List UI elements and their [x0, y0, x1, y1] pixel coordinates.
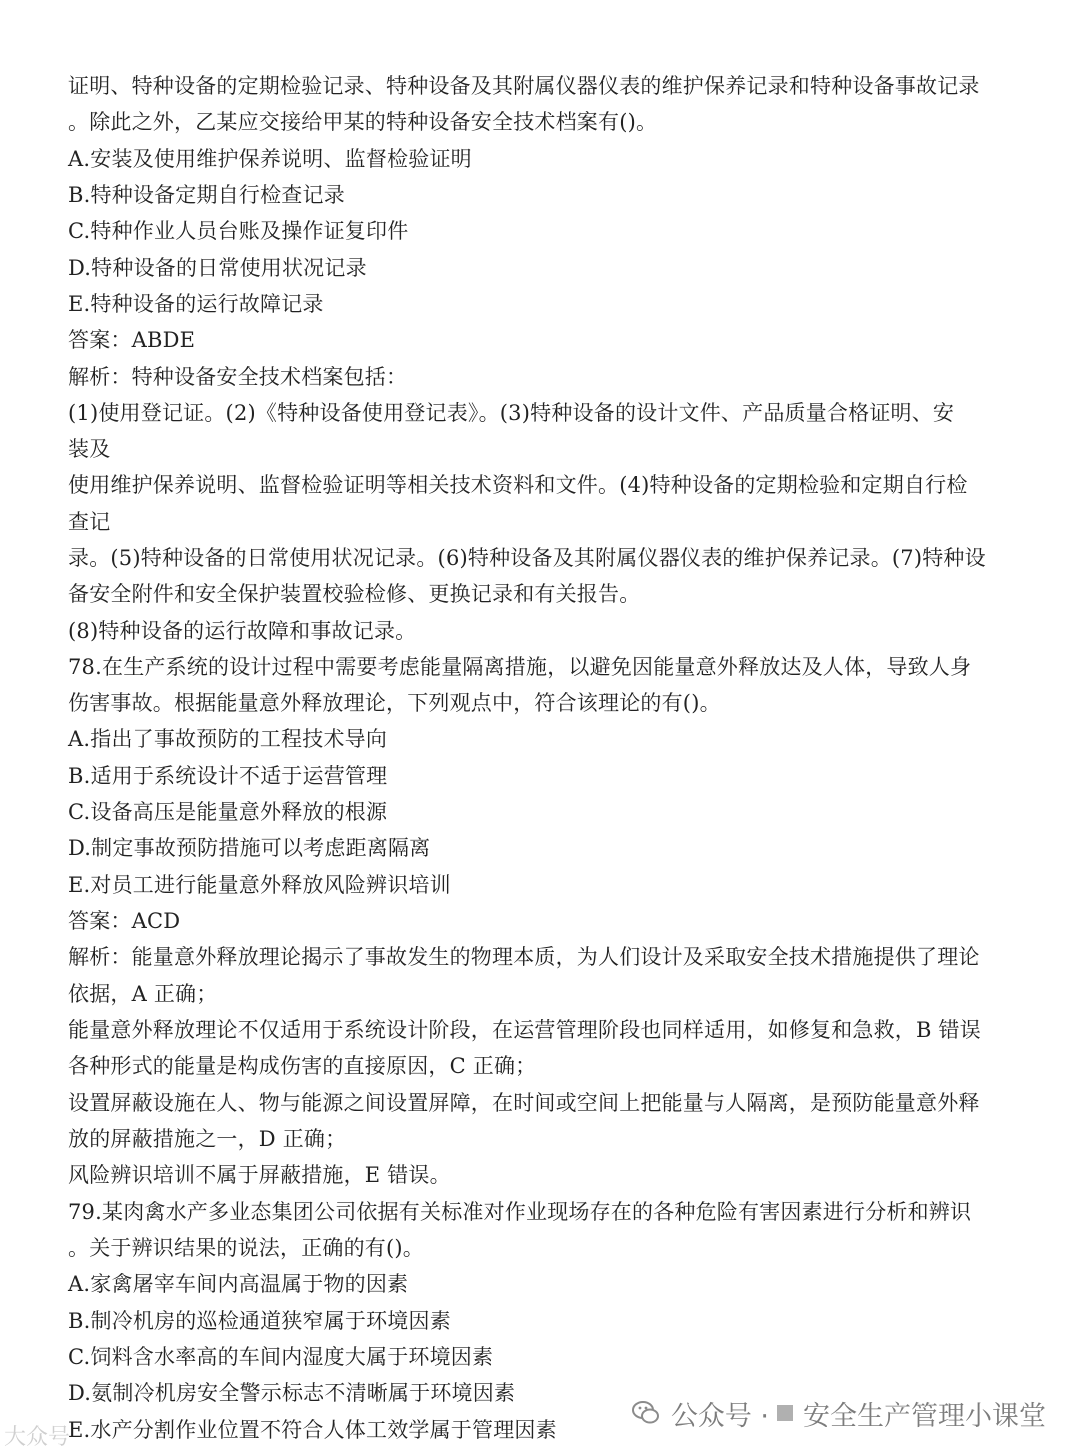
text-line: (8)特种设备的运行故障和事故记录。	[68, 619, 417, 643]
question-line: 。关于辨识结果的说法，正确的有()。	[68, 1236, 424, 1260]
option-line: A.指出了事故预防的工程技术导向	[68, 727, 388, 751]
text-line: 。除此之外，乙某应交接给甲某的特种设备安全技术档案有()。	[68, 110, 658, 134]
text-line: 放的屏蔽措施之一，D 正确；	[68, 1127, 347, 1151]
option-line: C.饲料含水率高的车间内湿度大属于环境因素	[68, 1345, 494, 1369]
question-line: 78.在生产系统的设计过程中需要考虑能量隔离措施，以避免因能量意外释放达及人体，导致人身	[68, 655, 972, 679]
avatar	[777, 1405, 793, 1421]
option-line: B.适用于系统设计不适于运营管理	[68, 764, 388, 788]
text-line: D.特种设备的日常使用状况记录	[68, 256, 367, 280]
answer-line: 答案：ABDE	[68, 328, 196, 352]
text-line: 依据，A 正确；	[68, 982, 218, 1006]
watermark-account-name: 安全生产管理小课堂	[803, 1400, 1046, 1432]
text-line: 各种形式的能量是构成伤害的直接原因，C 正确；	[68, 1054, 537, 1078]
text-line: (1)使用登记证。(2)《特种设备使用登记表》。(3)特种设备的设计文件、产品质量合格证明、安	[68, 401, 955, 425]
wechat-icon	[631, 1398, 661, 1428]
text-line: B.特种设备定期自行检查记录	[68, 183, 345, 207]
question-line: 伤害事故。根据能量意外释放理论，下列观点中，符合该理论的有()。	[68, 691, 721, 715]
option-line: D.氨制冷机房安全警示标志不清晰属于环境因素	[68, 1381, 516, 1405]
text-line: 录。(5)特种设备的日常使用状况记录。(6)特种设备及其附属仪器仪表的维护保养记录。(7)特种设	[68, 546, 986, 570]
text-line: 设置屏蔽设施在人、物与能源之间设置屏障，在时间或空间上把能量与人隔离，是预防能量意外释	[68, 1091, 980, 1115]
text-line: 查记	[68, 510, 111, 534]
option-line: E.对员工进行能量意外释放风险辨识培训	[68, 873, 451, 897]
option-line: B.制冷机房的巡检通道狭窄属于环境因素	[68, 1309, 451, 1333]
watermark-prefix: 公众号 ·	[670, 1400, 769, 1432]
source-watermark: 大众号	[4, 1425, 71, 1450]
option-line: A.家禽屠宰车间内高温属于物的因素	[68, 1272, 409, 1296]
option-line: E.水产分割作业位置不符合人体工效学属于管理因素	[68, 1418, 557, 1442]
option-line: C.设备高压是能量意外释放的根源	[68, 800, 388, 824]
text-line: 证明、特种设备的定期检验记录、特种设备及其附属仪器仪表的维护保养记录和特种设备事故记录	[68, 74, 980, 98]
text-line: 解析：特种设备安全技术档案包括：	[68, 365, 408, 389]
answer-line: 答案：ACD	[68, 909, 181, 933]
text-line: 备安全附件和安全保护装置校验检修、更换记录和有关报告。	[68, 582, 641, 606]
text-line: 能量意外释放理论不仅适用于系统设计阶段，在运营管理阶段也同样适用，如修复和急救，B 错误	[68, 1018, 981, 1042]
text-line: E.特种设备的运行故障记录	[68, 292, 324, 316]
text-line: C.特种作业人员台账及操作证复印件	[68, 219, 409, 243]
question-line: 79.某肉禽水产多业态集团公司依据有关标准对作业现场存在的各种危险有害因素进行分析和辨识	[68, 1200, 972, 1224]
text-line: 使用维护保养说明、监督检验证明等相关技术资料和文件。(4)特种设备的定期检验和定期自行检	[68, 473, 968, 497]
text-line: 解析：能量意外释放理论揭示了事故发生的物理本质，为人们设计及采取安全技术措施提供了理论	[68, 945, 980, 969]
account-watermark	[631, 1390, 1046, 1436]
text-line: 装及	[68, 437, 111, 461]
text-line: A.安装及使用维护保养说明、监督检验证明	[68, 147, 472, 171]
text-line: 风险辨识培训不属于屏蔽措施，E 错误。	[68, 1163, 451, 1187]
option-line: D.制定事故预防措施可以考虑距离隔离	[68, 836, 431, 860]
